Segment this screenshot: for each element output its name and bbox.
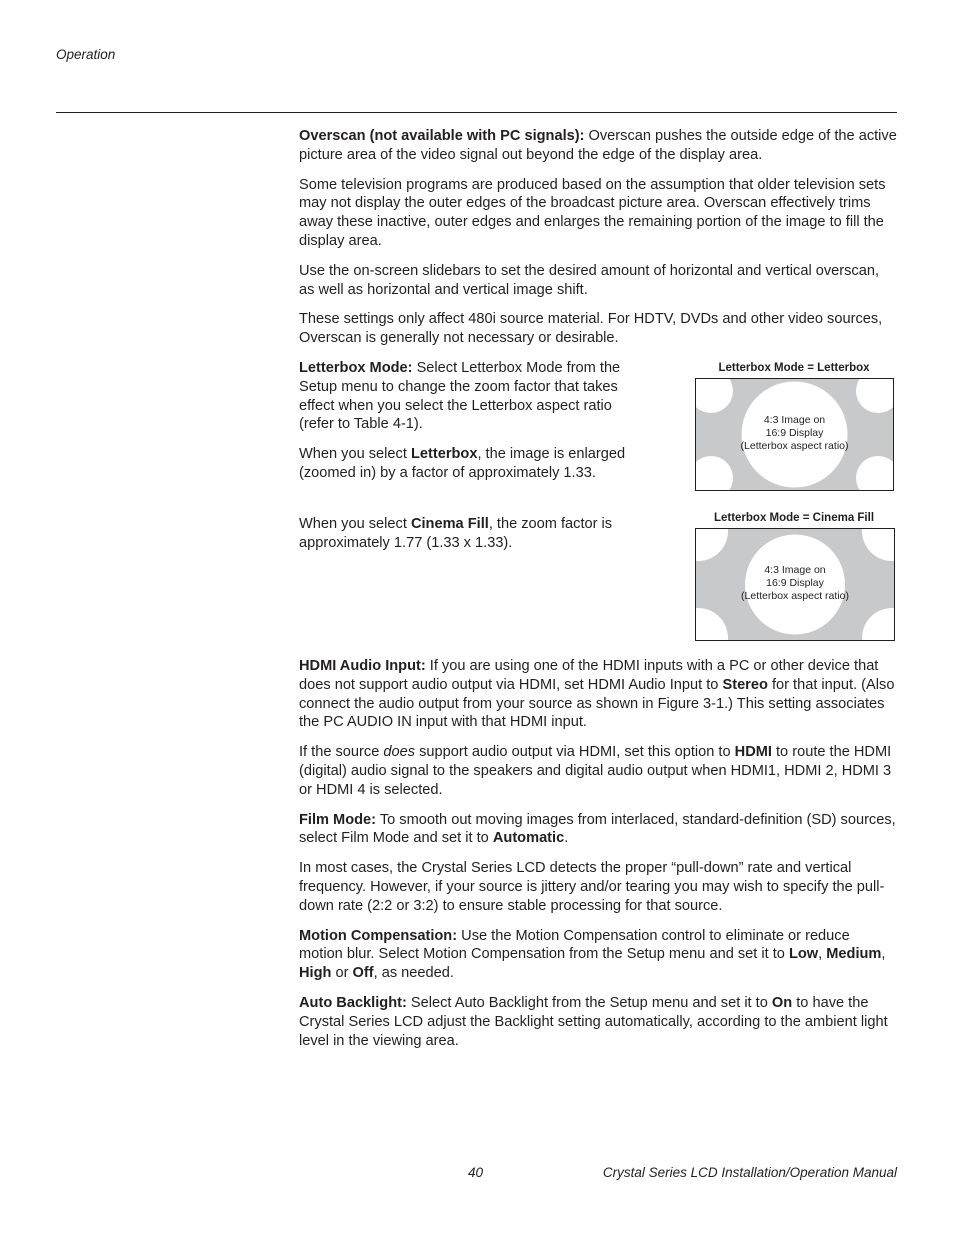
film-mode-paragraph-1: Film Mode: To smooth out moving images from interlaced, standard-definition (SD) sources, select Film Mode and set it to Automatic.	[299, 811, 896, 847]
overscan-paragraph-3: Use the on-screen slidebars to set the desired amount of horizontal and vertical overscan, as well as horizontal and vertical image shift.	[299, 262, 880, 298]
corner-circle-top-left	[696, 379, 733, 413]
hdmi-audio-heading: HDMI Audio Input:	[299, 657, 426, 674]
hdmi-audio-paragraph-2: If the source does support audio output via HDMI, set this option to HDMI to route the HDMI (digital) audio signal to the speakers and digital audio output when HDMI1, HDMI 2, HDMI 3 or HDMI 4 is selected.	[299, 744, 892, 798]
letterbox-heading: Letterbox Mode:	[299, 359, 413, 376]
letterbox-paragraph-1: Letterbox Mode: Select Letterbox Mode from the Setup menu to change the zoom factor that takes effect when you select the Letterbox aspect ratio (refer to Table 4-1).	[299, 359, 621, 433]
main-content	[299, 127, 897, 1061]
auto-backlight-heading: Auto Backlight:	[299, 994, 407, 1011]
corner-circle-top-left	[696, 529, 728, 561]
corner-circle-top-right	[862, 529, 894, 561]
motion-compensation-heading: Motion Compensation:	[299, 927, 458, 944]
page-number: 40	[468, 1165, 484, 1180]
letterbox-text	[299, 359, 649, 494]
figure-letterbox	[695, 378, 894, 491]
letterbox-paragraph-2: When you select Letterbox, the image is enlarged (zoomed in) by a factor of approximately 1.33.	[299, 446, 626, 481]
corner-circle-bottom-left	[696, 608, 728, 640]
overscan-paragraph-4: These settings only affect 480i source material. For HDTV, DVDs and other video sources, Overscan is generally not necessary or desirable.	[299, 311, 883, 347]
film-mode-heading: Film Mode:	[299, 811, 377, 828]
corner-circle-bottom-right	[856, 456, 893, 490]
film-mode-paragraph-2: In most cases, the Crystal Series LCD detects the proper “pull-down” rate and vertical frequency. However, if your source is jittery and/or tearing you may wish to specify the pull-down rate (2:2 or 3:2) to ensure stable processing for that source.	[299, 860, 885, 914]
figure-letterbox-title: Letterbox Mode = Letterbox	[718, 361, 870, 374]
hdmi-audio-paragraph-1: HDMI Audio Input: If you are using one of the HDMI inputs with a PC or other device that does not support audio output via HDMI, set HDMI Audio Input to Stereo for that input. (Also connect the audio output from your source as shown in Figure 3-1.) This setting associates the PC AUDIO IN input with that HDMI input.	[299, 657, 895, 731]
overscan-heading: Overscan (not available with PC signals):	[299, 128, 585, 144]
letterbox-paragraph-3: When you select Cinema Fill, the zoom factor is approximately 1.77 (1.33 x 1.33).	[299, 515, 613, 551]
running-header: Operation	[56, 47, 116, 62]
corner-circle-bottom-right	[862, 608, 894, 640]
manual-title: Crystal Series LCD Installation/Operation Manual	[602, 1165, 897, 1180]
auto-backlight-paragraph: Auto Backlight: Select Auto Backlight from the Setup menu and set it to On to have the Crystal Series LCD adjust the Backlight setting automatically, according to the ambient light level in the viewing area.	[299, 994, 888, 1049]
letterbox-section	[299, 359, 897, 657]
corner-circle-bottom-left	[696, 456, 733, 490]
figure-letterbox-label: 4:3 Image on 16:9 Display (Letterbox aspect ratio)	[740, 413, 849, 453]
overscan-paragraph-2: Some television programs are produced based on the assumption that older television sets may not display the outer edges of the broadcast picture area. Overscan effectively trims away these inactive, outer edges and enlarges the remaining portion of the image to fill the display area.	[299, 176, 886, 249]
corner-circle-top-right	[856, 379, 893, 413]
figure-cinema-fill-title: Letterbox Mode = Cinema Fill	[713, 511, 875, 524]
motion-compensation-paragraph: Motion Compensation: Use the Motion Compensation control to eliminate or reduce motion blur. Select Motion Compensation from the Setup menu and set it to Low, Medium, High or Off, as needed.	[299, 927, 886, 982]
cinema-fill-text	[299, 515, 649, 564]
overscan-paragraph-1: Overscan (not available with PC signals): Overscan pushes the outside edge of the active picture area of the video signal out beyond the edge of the display area.	[299, 128, 897, 163]
header-rule	[56, 112, 897, 113]
figure-cinema-fill	[695, 528, 895, 641]
figure-cinema-fill-label: 4:3 Image on 16:9 Display (Letterbox aspect ratio)	[741, 563, 849, 603]
